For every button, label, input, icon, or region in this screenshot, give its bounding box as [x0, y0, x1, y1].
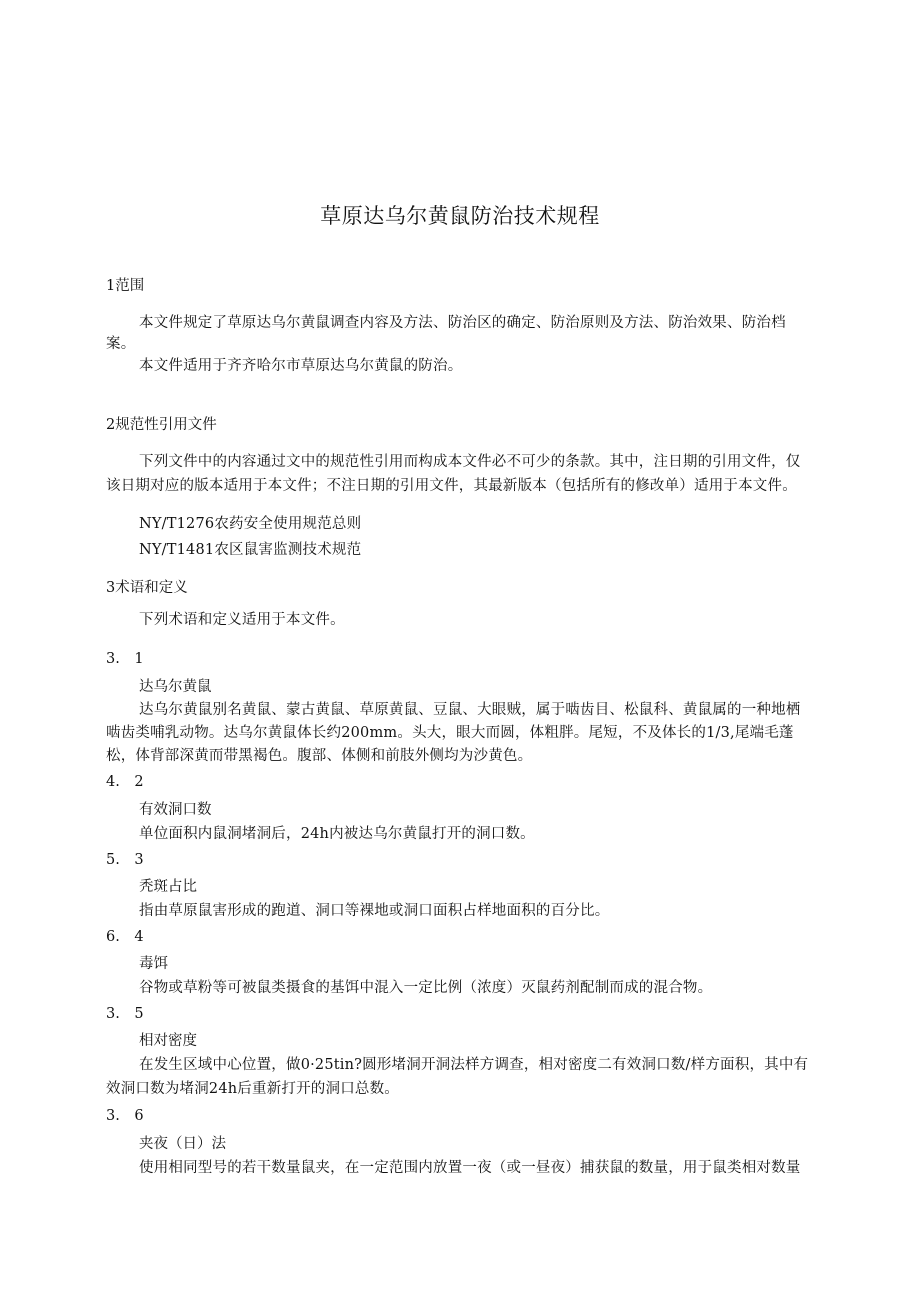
term-name: 毒饵: [139, 956, 168, 972]
section-2-para-1-line-1: 下列文件中的内容通过文中的规范性引用而构成本文件必不可少的条款。其中，注日期的引用文件，仅: [139, 454, 801, 470]
term-definition-line: 指由草原鼠害形成的跑道、洞口等裸地或洞口面积占样地面积的百分比。: [139, 903, 610, 919]
section-2-heading: 2规范性引用文件: [106, 417, 217, 433]
term-definition-line: 松，体背部深黄而带黑褐色。腹部、体侧和前肢外侧均为沙黄色。: [106, 748, 533, 764]
term-number: 5. 3: [106, 852, 144, 868]
term-number: 3. 6: [106, 1108, 144, 1124]
document-title: 草原达乌尔黄鼠防治技术规程: [320, 204, 600, 228]
term-name: 秃斑占比: [139, 879, 197, 895]
section-1-para-1-line-2: 案。: [106, 336, 136, 352]
term-name: 夹夜（日）法: [139, 1136, 226, 1152]
term-name: 有效洞口数: [139, 802, 212, 818]
term-number: 4. 2: [106, 774, 144, 790]
term-number: 3. 1: [106, 651, 144, 667]
term-definition-line: 在发生区域中心位置，做0·25tin?圆形堵洞开洞法样方调查，相对密度二有效洞口数/样方面积，其中有: [139, 1057, 809, 1073]
section-3-heading: 3术语和定义: [106, 580, 188, 596]
section-1-para-2: 本文件适用于齐齐哈尔市草原达乌尔黄鼠的防治。: [139, 358, 463, 374]
normative-reference-1: NY/T1276农药安全使用规范总则: [139, 516, 362, 532]
section-1-para-1-line-1: 本文件规定了草原达乌尔黄鼠调查内容及方法、防治区的确定、防治原则及方法、防治效果、防治档: [139, 315, 786, 331]
term-number: 6. 4: [106, 929, 144, 945]
term-definition-line: 达乌尔黄鼠别名黄鼠、蒙古黄鼠、草原黄鼠、豆鼠、大眼贼，属于啮齿目、松鼠科、黄鼠属的一种地栖: [139, 702, 801, 718]
term-number: 3. 5: [106, 1006, 144, 1022]
term-definition-line: 效洞口数为堵洞24h后重新打开的洞口总数。: [106, 1081, 399, 1097]
term-definition-line: 谷物或草粉等可被鼠类摄食的基饵中混入一定比例（浓度）灭鼠药剂配制而成的混合物。: [139, 980, 713, 996]
term-definition-line: 使用相同型号的若干数量鼠夹，在一定范围内放置一夜（或一昼夜）捕获鼠的数量，用于鼠类相对数量: [139, 1160, 801, 1176]
section-3-intro: 下列术语和定义适用于本文件。: [139, 612, 345, 628]
normative-reference-2: NY/T1481农区鼠害监测技术规范: [139, 542, 362, 558]
section-2-para-1-line-2: 该日期对应的版本适用于本文件；不注日期的引用文件，其最新版本（包括所有的修改单）适用于本文件。: [106, 478, 797, 494]
term-name: 相对密度: [139, 1033, 197, 1049]
term-definition-line: 单位面积内鼠洞堵洞后，24h内被达乌尔黄鼠打开的洞口数。: [139, 826, 535, 842]
term-name: 达乌尔黄鼠: [139, 679, 212, 695]
section-1-heading: 1范围: [106, 278, 145, 294]
term-definition-line: 啮齿类哺乳动物。达乌尔黄鼠体长约200mm。头大，眼大而圆，体粗胖。尾短，不及体长的1/3,尾端毛蓬: [106, 725, 794, 741]
